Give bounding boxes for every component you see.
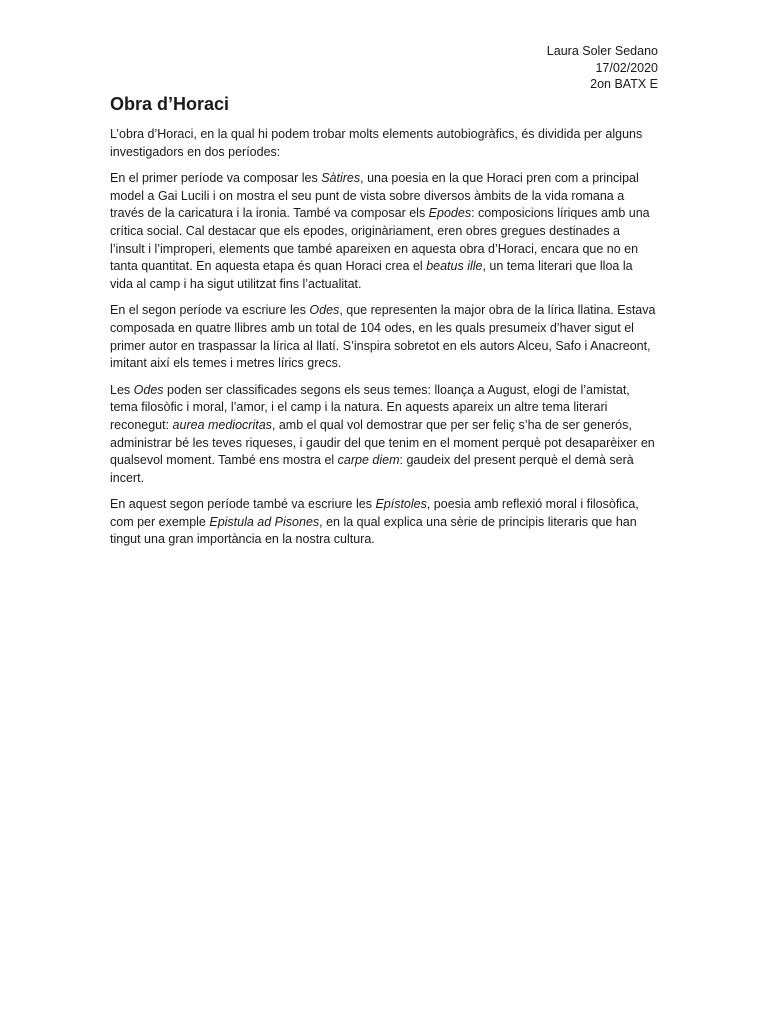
paragraph-text: , un tema literari que lloa la vida al camp i ha sigut utilitzat fins l’actualitat. bbox=[110, 259, 633, 291]
document-body bbox=[110, 126, 658, 558]
literary-theme-carpe-diem: carpe diem bbox=[337, 453, 400, 468]
literary-theme-aurea-mediocritas: aurea mediocritas bbox=[172, 417, 272, 432]
work-title-epodes: Epodes bbox=[428, 206, 472, 221]
document-title: Obra d’Horaci bbox=[110, 94, 230, 114]
paragraph-text: : composicions líriques amb una crítica social. Cal destacar que els epodes, originàriament, eren obres gregues destinades a l’insult i l’improperi, elements que també apareixen en aquesta obra d’Horaci, encara que no en tanta quantitat. En aquesta etapa és quan Horaci crea el bbox=[110, 206, 650, 274]
paragraph-text: En el segon període va escriure les bbox=[110, 303, 310, 318]
paragraph-text: En aquest segon període també va escriure les bbox=[110, 497, 376, 512]
work-title-epistula-ad-pisones: Epistula ad Pisones bbox=[209, 514, 320, 529]
work-title-odes: Odes bbox=[133, 382, 164, 397]
paragraph-second-period bbox=[110, 302, 658, 372]
paragraph-text: , una poesia en la que Horaci pren com a principal model a Gai Lucili i on mostra el seu punt de vista sobre diversos àmbits de la vida romana a través de la caricatura i la ironia. També va composar els bbox=[110, 171, 639, 221]
literary-theme-beatus-ille: beatus ille bbox=[426, 259, 483, 274]
paragraph-text: En el primer període va composar les bbox=[110, 171, 322, 186]
paragraph-text: , amb el qual vol demostrar que per ser feliç s’ha de ser generós, administrar bé les teves riqueses, i gaudir del que tenim en el moment perquè pot desaparèixer en qualsevol moment. També ens mostra el bbox=[110, 417, 655, 468]
paragraph-text: , que representen la major obra de la lírica llatina. Estava composada en quatre llibres amb un total de 104 odes, en les quals presumeix d’haver sigut el primer autor en traspassar la lírica al llatí. S’inspira sobretot en els autors Alceu, Safo i Anacreont, imitant així els temes i metres lírics grecs. bbox=[110, 303, 656, 371]
author-header bbox=[547, 43, 658, 93]
work-title-epistoles: Epístoles bbox=[375, 497, 427, 512]
document-date: 17/02/2020 bbox=[595, 60, 658, 75]
paragraph-first-period bbox=[110, 170, 658, 293]
paragraph-text: poden ser classificades segons els seus temes: lloança a August, elogi de l’amistat, tema filosòfic i moral, l’amor, i el camp i la natura. En aquests apareix un altre tema literari reconegut: bbox=[110, 382, 630, 432]
class-group: 2on BATX E bbox=[590, 77, 658, 91]
paragraph-epistles bbox=[110, 496, 658, 549]
work-title-satires: Sàtires bbox=[321, 171, 361, 186]
paragraph-text: : gaudeix del present perquè el demà serà incert. bbox=[110, 453, 634, 485]
paragraph-text: Les bbox=[110, 382, 134, 397]
paragraph-odes-themes bbox=[110, 382, 658, 488]
paragraph-text: , poesia amb reflexió moral i filosòfica, com per exemple bbox=[110, 497, 639, 529]
paragraph-text: , en la qual explica una sèrie de principis literaris que han tingut una gran importància en la nostra cultura. bbox=[110, 514, 637, 547]
paragraph-text: L’obra d’Horaci, en la qual hi podem trobar molts elements autobiogràfics, és dividida per alguns investigadors en dos períodes: bbox=[110, 127, 643, 159]
work-title-odes: Odes bbox=[309, 303, 340, 318]
paragraph-intro bbox=[110, 126, 658, 161]
author-name: Laura Soler Sedano bbox=[546, 44, 658, 58]
